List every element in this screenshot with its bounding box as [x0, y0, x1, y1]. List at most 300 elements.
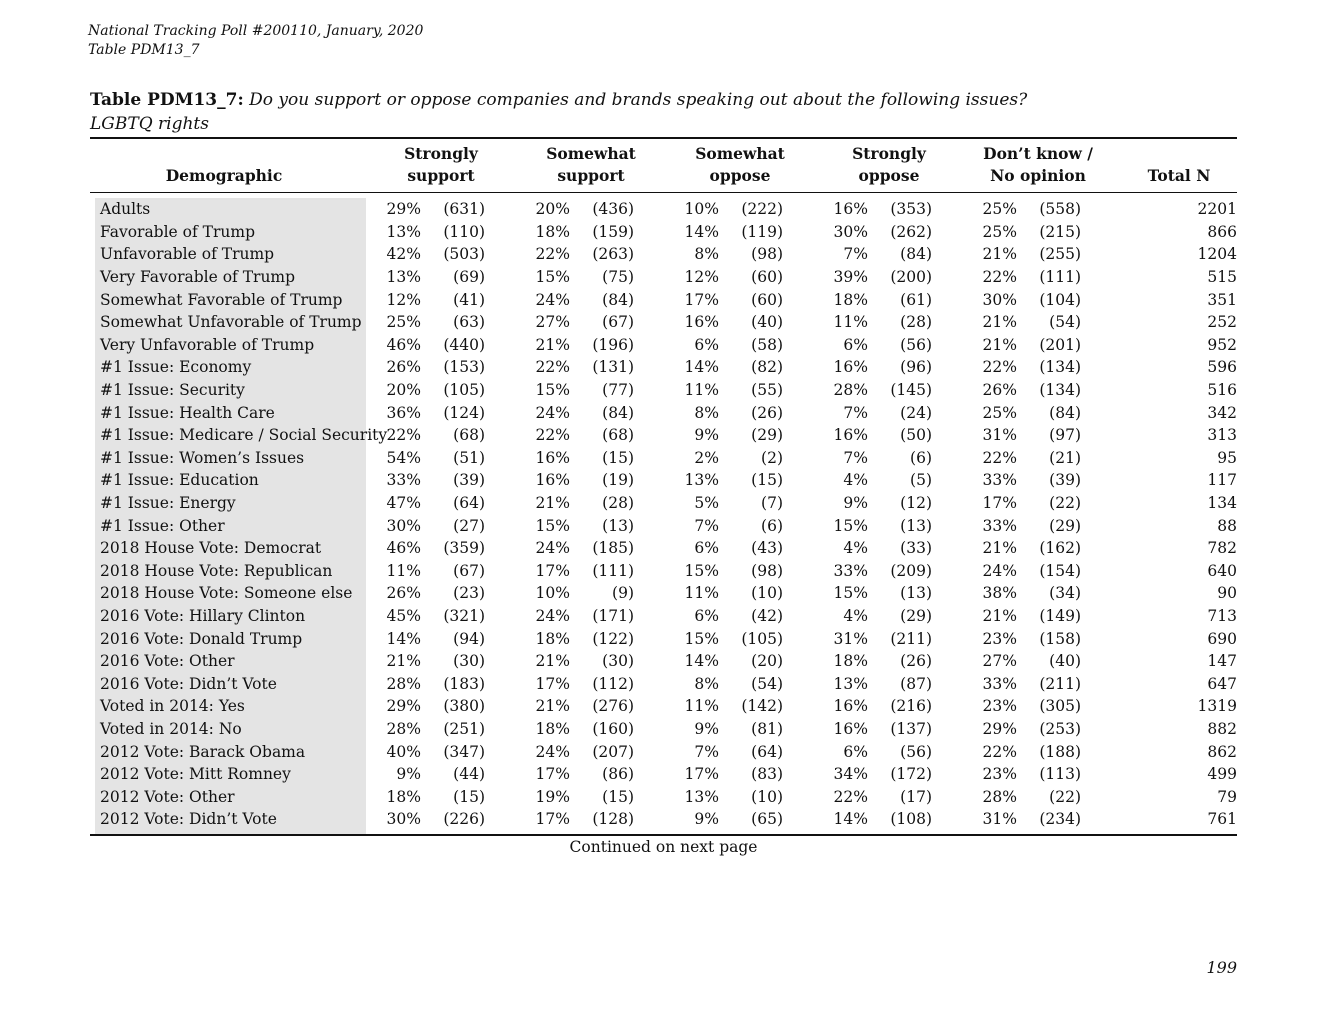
table-row — [90, 334, 1237, 357]
cell-count: (33) — [900, 539, 932, 558]
table-row — [90, 650, 1237, 673]
column-gap — [634, 447, 664, 470]
column-gap — [932, 288, 962, 311]
cell-percent: 4% — [843, 471, 868, 490]
cell-total-n: 313 — [1207, 426, 1237, 445]
column-gap — [1081, 695, 1111, 718]
cell-count: (305) — [1039, 697, 1081, 716]
cell-percent: 26% — [386, 584, 421, 603]
cell-percent: 24% — [535, 539, 570, 558]
cell-percent: 11% — [386, 561, 421, 580]
column-gap — [485, 243, 515, 266]
column-gap — [932, 740, 962, 763]
table-row — [90, 808, 1237, 831]
table-row — [90, 266, 1237, 289]
cell-percent: 31% — [833, 629, 868, 648]
column-gap — [783, 221, 813, 244]
cell-count: (185) — [592, 539, 634, 558]
table-header-rule — [90, 192, 1237, 193]
cell-percent: 7% — [694, 742, 719, 761]
column-gap — [634, 695, 664, 718]
column-gap — [485, 808, 515, 831]
column-gap — [783, 401, 813, 424]
cell-percent: 17% — [535, 810, 570, 829]
cell-percent: 9% — [694, 719, 719, 738]
cell-total-n: 882 — [1207, 719, 1237, 738]
table-row — [90, 627, 1237, 650]
cell-percent: 8% — [694, 403, 719, 422]
cell-count: (26) — [751, 403, 783, 422]
column-gap — [932, 424, 962, 447]
cell-count: (39) — [1049, 471, 1081, 490]
cell-count: (26) — [900, 652, 932, 671]
column-gap — [485, 560, 515, 583]
cell-count: (86) — [602, 765, 634, 784]
cell-total-n: 761 — [1207, 810, 1237, 829]
cell-total-n: 90 — [1217, 584, 1237, 603]
column-gap — [485, 672, 515, 695]
cell-count: (112) — [592, 674, 634, 693]
cell-count: (162) — [1039, 539, 1081, 558]
row-label: Somewhat Unfavorable of Trump — [100, 313, 362, 332]
row-label: 2016 Vote: Didn’t Vote — [100, 674, 277, 693]
cell-percent: 30% — [833, 222, 868, 241]
cell-count: (40) — [751, 313, 783, 332]
cell-count: (98) — [751, 561, 783, 580]
cell-count: (111) — [592, 561, 634, 580]
cell-count: (82) — [751, 358, 783, 377]
cell-count: (200) — [890, 268, 932, 287]
header-strongly-support: Strongly support — [404, 144, 478, 185]
cell-count: (68) — [453, 426, 485, 445]
cell-percent: 45% — [386, 606, 421, 625]
cell-count: (22) — [1049, 494, 1081, 513]
cell-percent: 36% — [386, 403, 421, 422]
column-gap — [1081, 763, 1111, 786]
column-gap — [1081, 718, 1111, 741]
cell-count: (17) — [900, 787, 932, 806]
column-gap — [634, 514, 664, 537]
cell-percent: 9% — [396, 765, 421, 784]
column-gap — [1081, 605, 1111, 628]
column-gap — [634, 379, 664, 402]
cell-percent: 30% — [982, 290, 1017, 309]
cell-count: (63) — [453, 313, 485, 332]
table-row — [90, 740, 1237, 763]
cell-count: (149) — [1039, 606, 1081, 625]
cell-count: (13) — [602, 516, 634, 535]
cell-percent: 7% — [843, 448, 868, 467]
table-row — [90, 356, 1237, 379]
column-gap — [783, 266, 813, 289]
column-gap — [1081, 785, 1111, 808]
cell-count: (105) — [443, 381, 485, 400]
table-row — [90, 401, 1237, 424]
cell-percent: 16% — [833, 358, 868, 377]
column-gap — [634, 221, 664, 244]
cell-count: (2) — [761, 448, 783, 467]
cell-count: (67) — [602, 313, 634, 332]
cell-percent: 18% — [833, 290, 868, 309]
cell-count: (29) — [900, 606, 932, 625]
column-gap — [1081, 401, 1111, 424]
column-gap — [932, 582, 962, 605]
column-gap — [634, 785, 664, 808]
cell-percent: 15% — [535, 516, 570, 535]
cell-percent: 25% — [386, 313, 421, 332]
cell-percent: 16% — [833, 426, 868, 445]
cell-total-n: 866 — [1207, 222, 1237, 241]
row-label: #1 Issue: Medicare / Social Security — [100, 426, 388, 445]
column-gap — [783, 469, 813, 492]
column-gap — [932, 650, 962, 673]
cell-count: (20) — [751, 652, 783, 671]
cell-count: (84) — [602, 290, 634, 309]
cell-total-n: 342 — [1207, 403, 1237, 422]
cell-count: (215) — [1039, 222, 1081, 241]
table-row — [90, 514, 1237, 537]
cell-percent: 7% — [843, 403, 868, 422]
cell-total-n: 147 — [1207, 652, 1237, 671]
cell-count: (41) — [453, 290, 485, 309]
cell-count: (142) — [741, 697, 783, 716]
cell-total-n: 134 — [1207, 494, 1237, 513]
cell-count: (97) — [1049, 426, 1081, 445]
table-row — [90, 605, 1237, 628]
column-gap — [932, 379, 962, 402]
column-gap — [783, 198, 813, 221]
cell-percent: 16% — [833, 719, 868, 738]
column-gap — [783, 311, 813, 334]
cell-percent: 23% — [982, 765, 1017, 784]
column-gap — [634, 560, 664, 583]
cell-percent: 15% — [535, 381, 570, 400]
cell-count: (67) — [453, 561, 485, 580]
cell-percent: 25% — [982, 222, 1017, 241]
cell-count: (631) — [443, 200, 485, 219]
cell-percent: 22% — [386, 426, 421, 445]
cell-count: (68) — [602, 426, 634, 445]
cell-count: (39) — [453, 471, 485, 490]
cell-count: (380) — [443, 697, 485, 716]
cell-percent: 7% — [843, 245, 868, 264]
column-gap — [1081, 356, 1111, 379]
row-label: 2018 House Vote: Republican — [100, 561, 333, 580]
cell-count: (222) — [741, 200, 783, 219]
cell-percent: 24% — [535, 290, 570, 309]
row-label: 2016 Vote: Other — [100, 652, 235, 671]
column-gap — [783, 695, 813, 718]
cell-percent: 15% — [535, 268, 570, 287]
column-gap — [485, 469, 515, 492]
row-label: Very Favorable of Trump — [100, 268, 296, 287]
cell-count: (183) — [443, 674, 485, 693]
cell-count: (160) — [592, 719, 634, 738]
column-gap — [485, 221, 515, 244]
cell-count: (263) — [592, 245, 634, 264]
column-gap — [485, 447, 515, 470]
column-gap — [932, 492, 962, 515]
column-gap — [1081, 560, 1111, 583]
cell-total-n: 596 — [1207, 358, 1237, 377]
table-row — [90, 447, 1237, 470]
cell-count: (105) — [741, 629, 783, 648]
cell-count: (23) — [453, 584, 485, 603]
cell-percent: 33% — [982, 471, 1017, 490]
cell-count: (119) — [741, 222, 783, 241]
row-label: Favorable of Trump — [100, 222, 256, 241]
cell-percent: 19% — [535, 787, 570, 806]
column-gap — [783, 424, 813, 447]
cell-count: (10) — [751, 787, 783, 806]
cell-percent: 33% — [386, 471, 421, 490]
cell-count: (108) — [890, 810, 932, 829]
column-gap — [485, 311, 515, 334]
cell-count: (201) — [1039, 335, 1081, 354]
cell-count: (134) — [1039, 381, 1081, 400]
cell-percent: 28% — [386, 674, 421, 693]
cell-count: (234) — [1039, 810, 1081, 829]
cell-count: (55) — [751, 381, 783, 400]
cell-percent: 11% — [684, 584, 719, 603]
table-row — [90, 243, 1237, 266]
cell-percent: 13% — [386, 268, 421, 287]
cell-percent: 9% — [843, 494, 868, 513]
cell-percent: 2% — [694, 448, 719, 467]
cell-percent: 16% — [833, 200, 868, 219]
column-gap — [932, 334, 962, 357]
cell-percent: 4% — [843, 606, 868, 625]
cell-percent: 42% — [386, 245, 421, 264]
header-strongly-oppose: Strongly oppose — [852, 144, 926, 185]
cell-count: (60) — [751, 268, 783, 287]
column-gap — [932, 311, 962, 334]
table-row — [90, 492, 1237, 515]
column-gap — [1081, 808, 1111, 831]
cell-percent: 8% — [694, 245, 719, 264]
row-label: #1 Issue: Education — [100, 471, 259, 490]
row-label: 2012 Vote: Mitt Romney — [100, 765, 291, 784]
cell-percent: 20% — [535, 200, 570, 219]
cell-percent: 47% — [386, 494, 421, 513]
column-gap — [932, 243, 962, 266]
cell-percent: 22% — [982, 448, 1017, 467]
cell-percent: 21% — [982, 313, 1017, 332]
column-gap — [932, 560, 962, 583]
table-row — [90, 288, 1237, 311]
column-gap — [485, 334, 515, 357]
cell-percent: 24% — [535, 742, 570, 761]
table-row — [90, 763, 1237, 786]
row-label: #1 Issue: Economy — [100, 358, 252, 377]
cell-percent: 6% — [694, 335, 719, 354]
caption-subtitle: LGBTQ rights — [90, 114, 209, 134]
cell-count: (94) — [453, 629, 485, 648]
cell-percent: 54% — [386, 448, 421, 467]
column-gap — [932, 447, 962, 470]
cell-percent: 15% — [833, 516, 868, 535]
column-gap — [1081, 627, 1111, 650]
cell-count: (276) — [592, 697, 634, 716]
column-gap — [485, 401, 515, 424]
column-gap — [485, 198, 515, 221]
cell-count: (558) — [1039, 200, 1081, 219]
table-row — [90, 718, 1237, 741]
column-gap — [783, 243, 813, 266]
column-gap — [1081, 311, 1111, 334]
cell-count: (27) — [453, 516, 485, 535]
row-label: 2012 Vote: Barack Obama — [100, 742, 306, 761]
cell-percent: 13% — [833, 674, 868, 693]
column-gap — [485, 695, 515, 718]
cell-percent: 21% — [535, 335, 570, 354]
cell-count: (353) — [890, 200, 932, 219]
column-gap — [1081, 537, 1111, 560]
column-gap — [932, 605, 962, 628]
column-gap — [634, 356, 664, 379]
cell-percent: 22% — [535, 245, 570, 264]
column-gap — [1081, 492, 1111, 515]
cell-percent: 30% — [386, 810, 421, 829]
header-total-n: Total N — [1147, 166, 1211, 185]
column-gap — [485, 356, 515, 379]
column-gap — [634, 198, 664, 221]
cell-count: (211) — [890, 629, 932, 648]
cell-count: (64) — [453, 494, 485, 513]
cell-percent: 21% — [535, 494, 570, 513]
row-label: #1 Issue: Energy — [100, 494, 236, 513]
column-gap — [485, 379, 515, 402]
cell-count: (30) — [453, 652, 485, 671]
column-gap — [485, 785, 515, 808]
row-label: 2016 Vote: Donald Trump — [100, 629, 303, 648]
cell-count: (503) — [443, 245, 485, 264]
cell-count: (84) — [602, 403, 634, 422]
cell-total-n: 515 — [1207, 268, 1237, 287]
column-gap — [783, 447, 813, 470]
cell-count: (15) — [453, 787, 485, 806]
cell-percent: 10% — [684, 200, 719, 219]
results-table — [90, 198, 1237, 831]
column-gap — [485, 605, 515, 628]
column-gap — [1081, 740, 1111, 763]
caption-question: Do you support or oppose companies and brands speaking out about the following issues? — [249, 90, 1028, 110]
column-gap — [1081, 243, 1111, 266]
cell-count: (5) — [910, 471, 932, 490]
cell-count: (83) — [751, 765, 783, 784]
cell-total-n: 2201 — [1197, 200, 1237, 219]
cell-count: (28) — [602, 494, 634, 513]
cell-percent: 33% — [833, 561, 868, 580]
cell-percent: 16% — [535, 448, 570, 467]
column-gap — [485, 514, 515, 537]
row-label: Very Unfavorable of Trump — [100, 335, 315, 354]
column-gap — [634, 288, 664, 311]
cell-count: (158) — [1039, 629, 1081, 648]
column-gap — [634, 492, 664, 515]
cell-percent: 20% — [386, 381, 421, 400]
cell-percent: 22% — [535, 358, 570, 377]
table-row — [90, 469, 1237, 492]
table-row — [90, 785, 1237, 808]
cell-percent: 16% — [535, 471, 570, 490]
cell-percent: 18% — [535, 222, 570, 241]
cell-percent: 38% — [982, 584, 1017, 603]
cell-percent: 18% — [535, 629, 570, 648]
cell-percent: 13% — [386, 222, 421, 241]
cell-count: (98) — [751, 245, 783, 264]
cell-percent: 5% — [694, 494, 719, 513]
column-gap — [1081, 221, 1111, 244]
cell-count: (50) — [900, 426, 932, 445]
cell-count: (34) — [1049, 584, 1081, 603]
row-label: 2018 House Vote: Someone else — [100, 584, 353, 603]
cell-percent: 28% — [833, 381, 868, 400]
column-gap — [783, 785, 813, 808]
cell-count: (22) — [1049, 787, 1081, 806]
cell-percent: 14% — [833, 810, 868, 829]
cell-percent: 14% — [386, 629, 421, 648]
cell-count: (134) — [1039, 358, 1081, 377]
cell-count: (28) — [900, 313, 932, 332]
cell-count: (196) — [592, 335, 634, 354]
column-gap — [932, 221, 962, 244]
column-gap — [485, 582, 515, 605]
cell-percent: 25% — [982, 200, 1017, 219]
cell-total-n: 952 — [1207, 335, 1237, 354]
header-dont-know: Don’t know / No opinion — [983, 144, 1093, 185]
cell-percent: 17% — [535, 674, 570, 693]
cell-count: (24) — [900, 403, 932, 422]
cell-percent: 17% — [535, 561, 570, 580]
cell-total-n: 1204 — [1197, 245, 1237, 264]
column-gap — [634, 243, 664, 266]
cell-percent: 17% — [684, 765, 719, 784]
column-gap — [932, 718, 962, 741]
header-somewhat-support: Somewhat support — [546, 144, 636, 185]
cell-percent: 29% — [386, 697, 421, 716]
cell-count: (69) — [453, 268, 485, 287]
column-gap — [783, 514, 813, 537]
column-gap — [932, 808, 962, 831]
column-gap — [932, 695, 962, 718]
cell-percent: 28% — [386, 719, 421, 738]
column-gap — [932, 266, 962, 289]
row-label: Unfavorable of Trump — [100, 245, 275, 264]
cell-percent: 24% — [982, 561, 1017, 580]
column-gap — [783, 537, 813, 560]
cell-total-n: 95 — [1217, 448, 1237, 467]
cell-percent: 4% — [843, 539, 868, 558]
cell-percent: 29% — [982, 719, 1017, 738]
page-number: 199 — [1206, 958, 1237, 977]
cell-percent: 6% — [694, 606, 719, 625]
cell-total-n: 640 — [1207, 561, 1237, 580]
cell-percent: 11% — [833, 313, 868, 332]
column-gap — [634, 650, 664, 673]
column-gap — [783, 334, 813, 357]
column-gap — [634, 808, 664, 831]
cell-count: (359) — [443, 539, 485, 558]
column-gap — [783, 379, 813, 402]
cell-total-n: 1319 — [1197, 697, 1237, 716]
cell-percent: 18% — [386, 787, 421, 806]
cell-percent: 13% — [684, 787, 719, 806]
row-label: 2012 Vote: Other — [100, 787, 235, 806]
column-gap — [783, 808, 813, 831]
cell-percent: 24% — [535, 606, 570, 625]
cell-count: (209) — [890, 561, 932, 580]
